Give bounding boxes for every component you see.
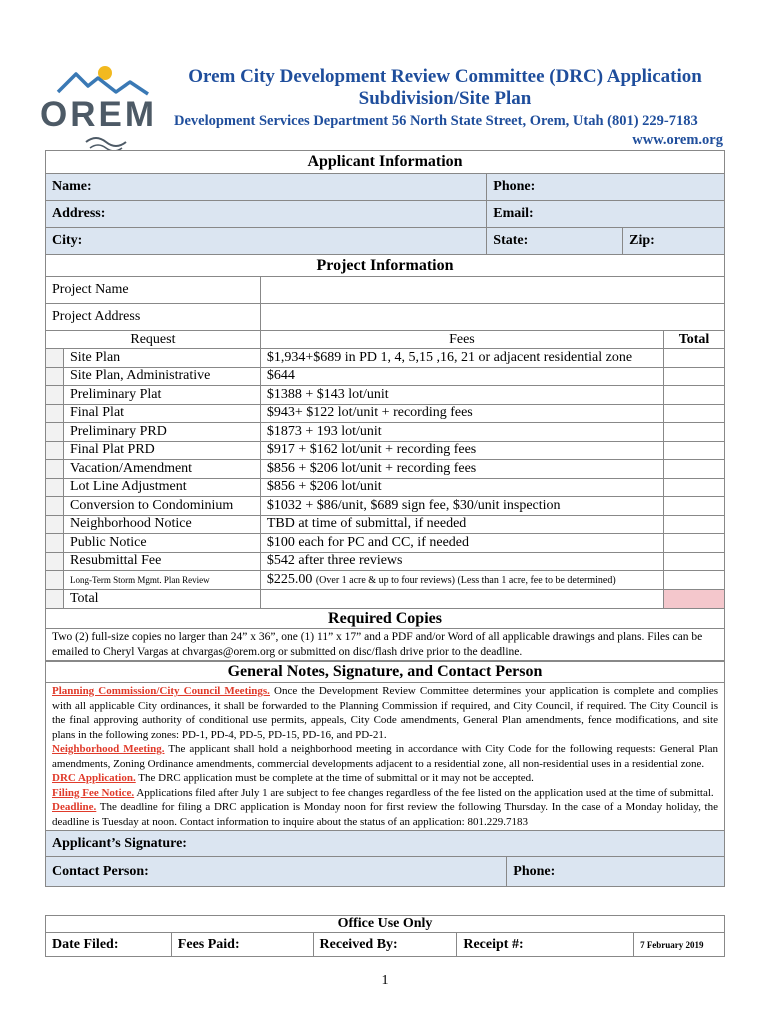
- note-item: [52, 684, 718, 742]
- row-total[interactable]: [664, 515, 725, 534]
- request-checkbox[interactable]: [46, 404, 64, 423]
- row-total[interactable]: [664, 423, 725, 442]
- applicant-heading: Applicant Information: [46, 151, 725, 174]
- fee-row: [46, 404, 725, 423]
- fee-text: $225.00 (Over 1 acre & up to four reviews) (Less than 1 acre, fee to be determined): [260, 571, 663, 590]
- address-field[interactable]: Address:: [46, 201, 487, 228]
- fee-row: [46, 478, 725, 497]
- signature-field[interactable]: Applicant’s Signature:: [46, 831, 725, 857]
- grand-total-field[interactable]: [664, 590, 725, 609]
- notes-table: [45, 661, 725, 887]
- project-heading: Project Information: [46, 255, 725, 277]
- request-label: Final Plat: [63, 404, 260, 423]
- request-checkbox[interactable]: [46, 571, 64, 590]
- notes-heading: General Notes, Signature, and Contact Person: [46, 662, 725, 683]
- phone-field[interactable]: Phone:: [487, 174, 725, 201]
- request-checkbox[interactable]: [46, 441, 64, 460]
- copies-text: Two (2) full-size copies no larger than 24” x 36”, one (1) 11” x 17” and a PDF and/or Word of all applicable drawings and plans. Files can be emailed to Cheryl Vargas at chvargas@orem.org or submitted on disc/flash drive prior to the deadline.: [46, 629, 725, 661]
- row-total[interactable]: [664, 386, 725, 405]
- note-text: Once the Development Review Committee determines your application is complete and complies with all applicable City ordinances, it shall be forwarded to the Planning Commission if required, and City Council, if required. The City Council is the final approving authority of conditional use permits, appeals, City Code amendments, General Plan amendments, fence modifications, and site plans in the following zones: PD-1, PD-4, PD-5, PD-15, PD-16, and PD-21.: [52, 685, 718, 741]
- project-name-input[interactable]: [260, 277, 724, 304]
- general-notes: [46, 683, 725, 831]
- request-checkbox[interactable]: [46, 367, 64, 386]
- row-total[interactable]: [664, 571, 725, 590]
- request-label: Site Plan: [63, 349, 260, 368]
- fee-text: $644: [260, 367, 663, 386]
- request-checkbox[interactable]: [46, 497, 64, 516]
- fee-text: $943+ $122 lot/unit + recording fees: [260, 404, 663, 423]
- total-label: Total: [63, 590, 260, 609]
- fee-row: [46, 386, 725, 405]
- fee-row: [46, 552, 725, 571]
- fee-row: [46, 460, 725, 479]
- col-fees: Fees: [260, 331, 663, 349]
- fee-text: $917 + $162 lot/unit + recording fees: [260, 441, 663, 460]
- fee-row: [46, 534, 725, 553]
- fee-row: [46, 349, 725, 368]
- fee-text: $1,934+$689 in PD 1, 4, 5,15 ,16, 21 or adjacent residential zone: [260, 349, 663, 368]
- request-checkbox[interactable]: [46, 460, 64, 479]
- email-field[interactable]: Email:: [487, 201, 725, 228]
- fee-text: $856 + $206 lot/unit: [260, 478, 663, 497]
- department-address: Development Services Department 56 North State Street, Orem, Utah (801) 229-7183: [174, 113, 698, 129]
- note-text: The deadline for filing a DRC application is Monday noon for first review the following Thursday. In the case of a Monday holiday, the deadline is Tuesday at noon. Contact information to inquire about the status of an application: 801.229.7183: [52, 801, 718, 828]
- note-item: [52, 800, 718, 829]
- receipt-field[interactable]: Receipt #:: [457, 933, 634, 957]
- received-by-field[interactable]: Received By:: [313, 933, 457, 957]
- fees-paid-field[interactable]: Fees Paid:: [171, 933, 313, 957]
- row-total[interactable]: [664, 497, 725, 516]
- note-item: [52, 771, 718, 786]
- request-label: Preliminary Plat: [63, 386, 260, 405]
- request-checkbox[interactable]: [46, 386, 64, 405]
- row-total[interactable]: [664, 552, 725, 571]
- fee-text: $100 each for PC and CC, if needed: [260, 534, 663, 553]
- date-filed-field[interactable]: Date Filed:: [46, 933, 172, 957]
- fee-text: $542 after three reviews: [260, 552, 663, 571]
- zip-field[interactable]: Zip:: [623, 228, 725, 255]
- project-address-label: Project Address: [46, 304, 261, 331]
- date-stamp: 7 February 2019: [634, 933, 725, 957]
- orem-logo: [38, 62, 160, 152]
- office-heading: Office Use Only: [46, 916, 725, 933]
- fee-text: $1032 + $86/unit, $689 sign fee, $30/unit inspection: [260, 497, 663, 516]
- row-total[interactable]: [664, 367, 725, 386]
- request-label: Public Notice: [63, 534, 260, 553]
- website-link[interactable]: www.orem.org: [632, 132, 723, 148]
- note-title: DRC Application.: [52, 772, 136, 784]
- fee-row: [46, 423, 725, 442]
- request-label: Resubmittal Fee: [63, 552, 260, 571]
- request-label: Long-Term Storm Mgmt. Plan Review: [63, 571, 260, 590]
- row-total[interactable]: [664, 478, 725, 497]
- row-total[interactable]: [664, 404, 725, 423]
- note-item: [52, 786, 718, 801]
- note-item: [52, 742, 718, 771]
- request-label: Final Plat PRD: [63, 441, 260, 460]
- note-text: The DRC application must be complete at the time of submittal or it may not be accepted.: [135, 772, 534, 784]
- row-total[interactable]: [664, 460, 725, 479]
- fee-row: [46, 515, 725, 534]
- note-title: Deadline.: [52, 801, 97, 813]
- copies-table: [45, 608, 725, 661]
- applicant-table: [45, 150, 725, 255]
- note-title: Filing Fee Notice.: [52, 786, 135, 799]
- copies-heading: Required Copies: [46, 609, 725, 629]
- request-checkbox[interactable]: [46, 349, 64, 368]
- col-total: Total: [664, 331, 725, 349]
- request-checkbox[interactable]: [46, 534, 64, 553]
- fee-text: $1388 + $143 lot/unit: [260, 386, 663, 405]
- fee-row: [46, 367, 725, 386]
- contact-phone-field[interactable]: Phone:: [507, 857, 725, 887]
- page-number: 1: [381, 973, 389, 988]
- request-checkbox[interactable]: [46, 423, 64, 442]
- row-total[interactable]: [664, 534, 725, 553]
- request-checkbox[interactable]: [46, 478, 64, 497]
- office-table: [45, 915, 725, 957]
- request-label: Vacation/Amendment: [63, 460, 260, 479]
- note-title: Neighborhood Meeting.: [52, 743, 165, 755]
- state-field[interactable]: State:: [487, 228, 623, 255]
- note-text: The applicant shall hold a neighborhood meeting in accordance with City Code for the following requests: General Plan amendments, Zoning Ordinance amendments, commercial developments adjacent to a residential zone, all non-residential uses in a residential zone.: [52, 743, 718, 770]
- request-label: Lot Line Adjustment: [63, 478, 260, 497]
- fee-text: $856 + $206 lot/unit + recording fees: [260, 460, 663, 479]
- fee-text: TBD at time of submittal, if needed: [260, 515, 663, 534]
- project-name-label: Project Name: [46, 277, 261, 304]
- fee-text: $1873 + 193 lot/unit: [260, 423, 663, 442]
- note-title: Planning Commission/City Council Meetings.: [52, 685, 270, 697]
- request-label: Conversion to Condominium: [63, 497, 260, 516]
- row-total[interactable]: [664, 349, 725, 368]
- row-total[interactable]: [664, 441, 725, 460]
- logo-text: OREM: [40, 95, 157, 134]
- request-label: Neighborhood Notice: [63, 515, 260, 534]
- request-checkbox[interactable]: [46, 515, 64, 534]
- form-title: Orem City Development Review Committee (DRC) Application Subdivision/Site Plan: [188, 66, 702, 109]
- name-field[interactable]: Name:: [46, 174, 487, 201]
- contact-person-field[interactable]: Contact Person:: [46, 857, 507, 887]
- fee-row: [46, 441, 725, 460]
- request-checkbox[interactable]: [46, 552, 64, 571]
- project-address-input[interactable]: [260, 304, 724, 331]
- fee-row: [46, 497, 725, 516]
- col-request: Request: [46, 331, 261, 349]
- project-table: [45, 254, 725, 609]
- request-label: Site Plan, Administrative: [63, 367, 260, 386]
- note-text: Applications filed after July 1 are subject to fee changes regardless of the fee listed on the application used at the time of submittal.: [134, 786, 714, 799]
- city-field[interactable]: City:: [46, 228, 487, 255]
- request-label: Preliminary PRD: [63, 423, 260, 442]
